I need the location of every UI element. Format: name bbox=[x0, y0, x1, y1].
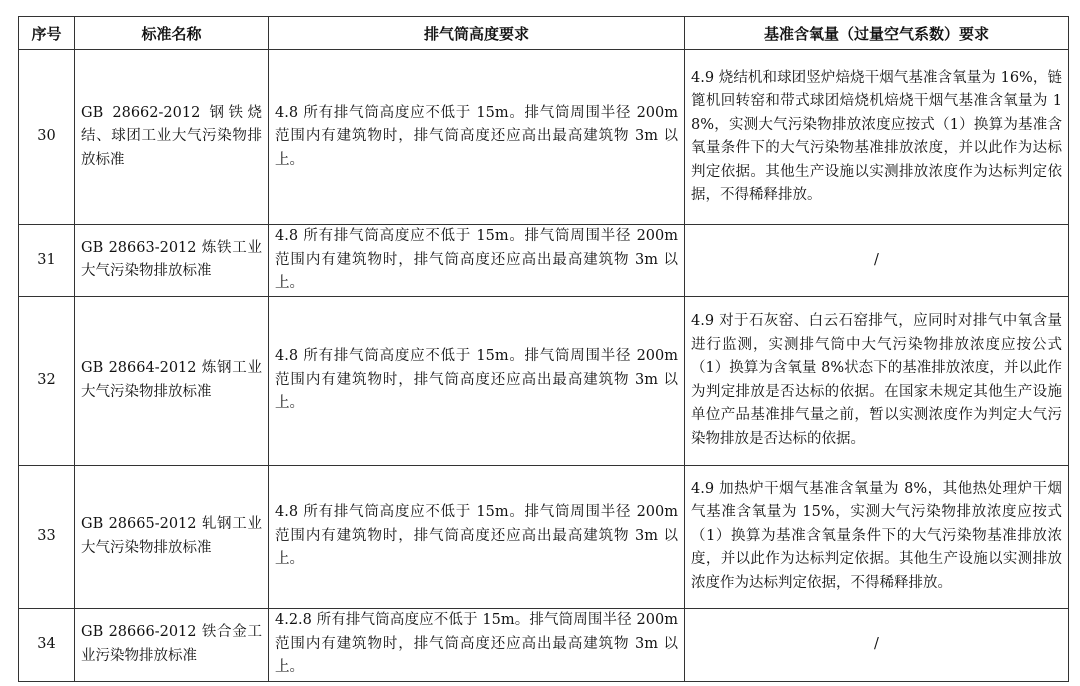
row-reference-oxygen-requirement: 4.9 加热炉干烟气基准含氧量为 8%，其他热处理炉干烟气基准含氧量为 15%，实测大气污染物排放浓度应按式（1）换算为基准含氧量条件下的大气污染物基准排放浓度，并以此作为达标判定依据。其他生产设施以实测排放浓度作为达标判定依据，不得稀释排放。 bbox=[685, 465, 1069, 608]
table-row bbox=[19, 608, 1069, 681]
row-stack-height-requirement: 4.8 所有排气筒高度应不低于 15m。排气筒周围半径 200m 范围内有建筑物时，排气筒高度还应高出最高建筑物 3m 以上。 bbox=[269, 50, 685, 225]
table-row bbox=[19, 296, 1069, 465]
row-reference-oxygen-requirement: 4.9 烧结机和球团竖炉焙烧干烟气基准含氧量为 16%，链篦机回转窑和带式球团焙烧机焙烧干烟气基准含氧量为 18%，实测大气污染物排放浓度应按式（1）换算为基准含氧量条件下的大气污染物基准排放浓度，并以此作为达标判定依据。其他生产设施以实测排放浓度作为达标判定依据，不得稀释排放。 bbox=[685, 50, 1069, 225]
row-serial-number: 34 bbox=[19, 608, 75, 681]
row-standard-name: GB 28666-2012 铁合金工业污染物排放标准 bbox=[75, 608, 269, 681]
table-header-row bbox=[19, 17, 1069, 50]
row-stack-height-requirement: 4.2.8 所有排气筒高度应不低于 15m。排气筒周围半径 200m 范围内有建筑物时，排气筒高度还应高出最高建筑物 3m 以上。 bbox=[269, 608, 685, 681]
row-serial-number: 33 bbox=[19, 465, 75, 608]
row-serial-number: 32 bbox=[19, 296, 75, 465]
row-standard-name: GB 28662-2012 钢铁烧结、球团工业大气污染物排放标准 bbox=[75, 50, 269, 225]
table-row bbox=[19, 50, 1069, 225]
header-standard-name: 标准名称 bbox=[75, 17, 269, 50]
row-standard-name: GB 28663-2012 炼铁工业大气污染物排放标准 bbox=[75, 225, 269, 297]
table-row bbox=[19, 225, 1069, 297]
table-row bbox=[19, 465, 1069, 608]
row-standard-name: GB 28664-2012 炼钢工业大气污染物排放标准 bbox=[75, 296, 269, 465]
row-serial-number: 30 bbox=[19, 50, 75, 225]
header-stack-height-requirement: 排气筒高度要求 bbox=[269, 17, 685, 50]
row-reference-oxygen-requirement: / bbox=[685, 225, 1069, 297]
row-serial-number: 31 bbox=[19, 225, 75, 297]
row-stack-height-requirement: 4.8 所有排气筒高度应不低于 15m。排气筒周围半径 200m 范围内有建筑物时，排气筒高度还应高出最高建筑物 3m 以上。 bbox=[269, 465, 685, 608]
row-reference-oxygen-requirement: / bbox=[685, 608, 1069, 681]
row-reference-oxygen-requirement: 4.9 对于石灰窑、白云石窑排气，应同时对排气中氧含量进行监测，实测排气筒中大气污染物排放浓度应按公式（1）换算为含氧量 8%状态下的基准排放浓度，并以此作为判定排放是否达标的依据。在国家未规定其他生产设施单位产品基准排气量之前，暂以实测浓度作为判定大气污染物排放是否达标的依据。 bbox=[685, 296, 1069, 465]
header-serial-number: 序号 bbox=[19, 17, 75, 50]
standards-table bbox=[18, 16, 1069, 682]
row-standard-name: GB 28665-2012 轧钢工业大气污染物排放标准 bbox=[75, 465, 269, 608]
header-reference-oxygen-requirement: 基准含氧量（过量空气系数）要求 bbox=[685, 17, 1069, 50]
row-stack-height-requirement: 4.8 所有排气筒高度应不低于 15m。排气筒周围半径 200m 范围内有建筑物时，排气筒高度还应高出最高建筑物 3m 以上。 bbox=[269, 225, 685, 297]
row-stack-height-requirement: 4.8 所有排气筒高度应不低于 15m。排气筒周围半径 200m 范围内有建筑物时，排气筒高度还应高出最高建筑物 3m 以上。 bbox=[269, 296, 685, 465]
